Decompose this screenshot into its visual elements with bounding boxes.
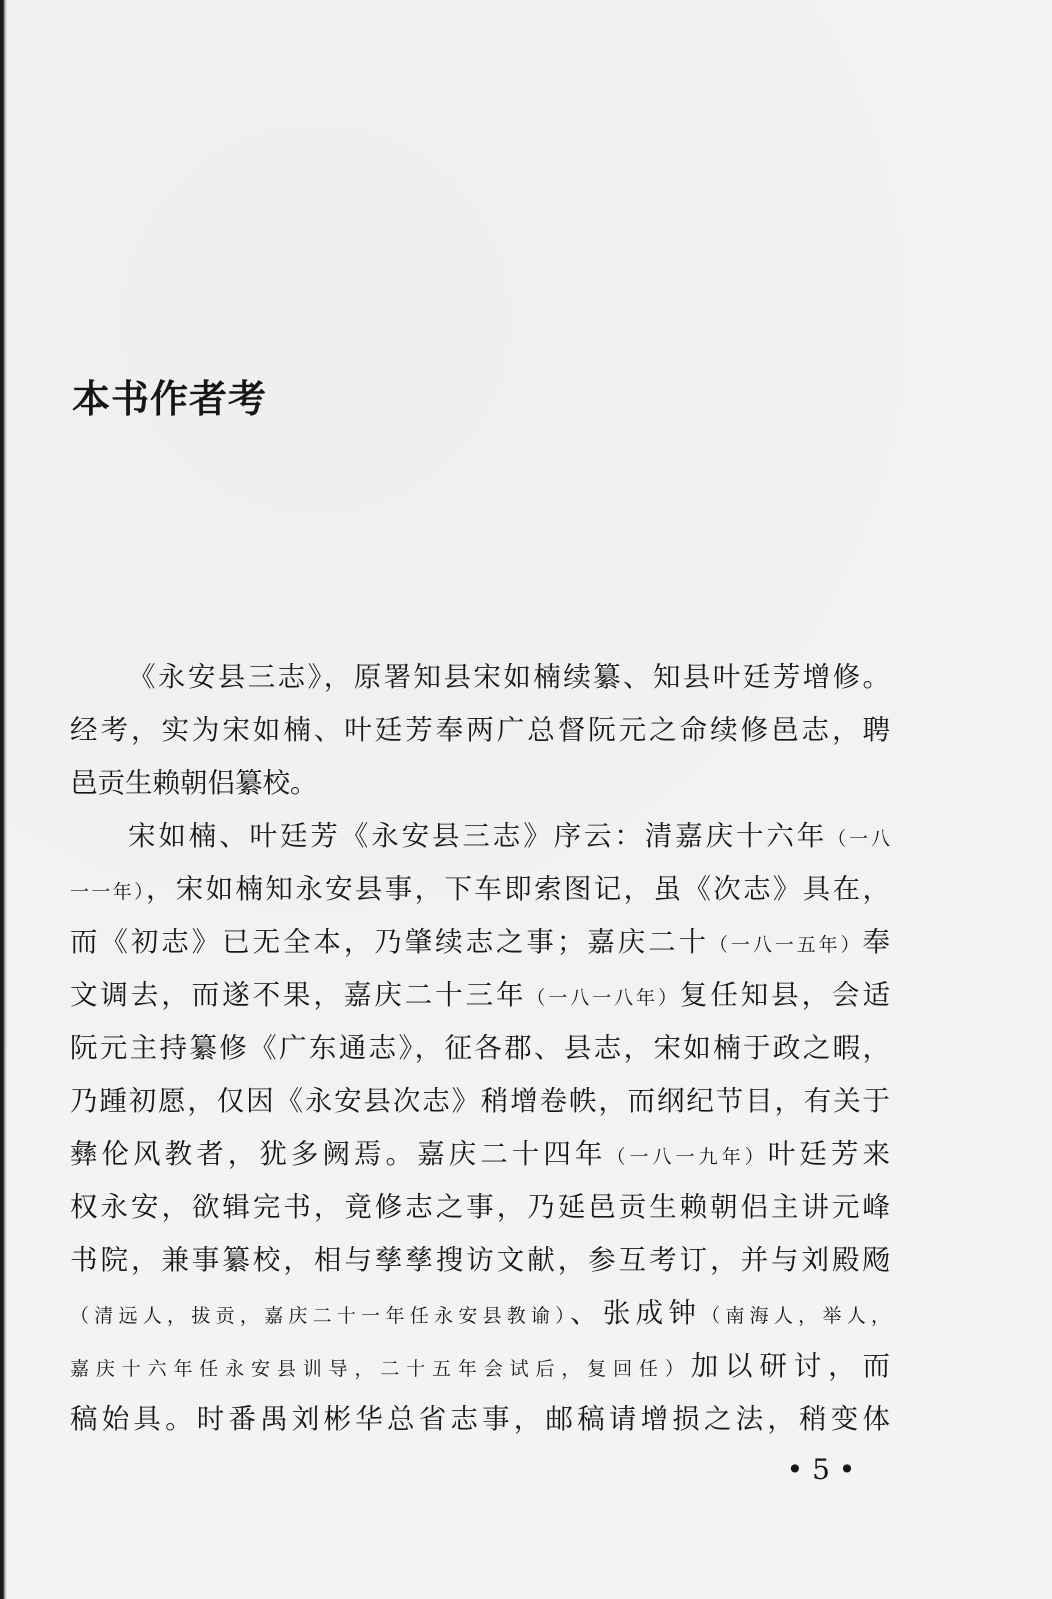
paragraph-1-line-3: 邑贡生赖朝侣纂校。 <box>70 767 318 799</box>
paragraph-2-line-4 <box>70 969 890 1022</box>
paragraph-2-line-11 <box>70 1340 890 1393</box>
text-run: 奉 <box>862 926 890 958</box>
text-run: 宋如楠、叶廷芳《永安县三志》序云：清嘉庆十六年 <box>128 820 828 852</box>
paragraph-2-line-12: 稿始具。时番禺刘彬华总省志事，邮稿请增损之法，稍变体 <box>70 1403 890 1435</box>
year-note: （一八一五年） <box>709 934 863 956</box>
paragraph-2-line-7 <box>70 1128 890 1181</box>
text-run: 叶廷芳来 <box>767 1138 890 1170</box>
paragraph-2-line-6: 乃踵初愿，仅因《永安县次志》稍增卷帙，而纲纪节目，有关于 <box>70 1085 890 1117</box>
paragraph-2-line-10 <box>70 1287 890 1340</box>
paragraph-2-line-9: 书院，兼事纂校，相与孳孳搜访文献，参互考订，并与刘殿飏 <box>70 1244 890 1276</box>
paragraph-1-line-2: 经考，实为宋如楠、叶廷芳奉两广总督阮元之命续修邑志，聘 <box>70 714 890 746</box>
paragraph-2-line-3 <box>70 916 890 969</box>
text-run: 而《初志》已无全本，乃肇续志之事；嘉庆二十 <box>70 926 709 958</box>
paragraph-2-line-1 <box>70 810 890 863</box>
body-text <box>70 651 890 1446</box>
year-note: 一一年） <box>70 881 146 903</box>
year-note: （一八一九年） <box>606 1146 768 1168</box>
text-run: 、张成钟 <box>570 1297 702 1329</box>
paragraph-2-line-5: 阮元主持纂修《广东通志》，征各郡、县志，宋如楠于政之暇， <box>70 1032 890 1064</box>
text-run: ，宋如楠知永安县事，下车即索图记，虽《次志》具在， <box>145 873 890 905</box>
text-run: 彝伦风教者，犹多阙焉。嘉庆二十四年 <box>70 1138 607 1170</box>
page-number: • 5 • <box>786 1453 856 1486</box>
annotation-note: （清远人，拔贡，嘉庆二十一年任永安县教谕） <box>70 1305 571 1327</box>
paragraph-2-line-2 <box>70 863 890 916</box>
paragraph-2-line-8: 权永安，欲辑完书，竟修志之事，乃延邑贡生赖朝侣主讲元峰 <box>70 1191 890 1223</box>
paragraph-1-line-1: 《永安县三志》，原署知县宋如楠续纂、知县叶廷芳增修。 <box>128 661 890 693</box>
annotation-note: 嘉庆十六年任永安县训导，二十五年会试后，复回任） <box>70 1358 691 1380</box>
chapter-title: 本书作者考 <box>72 377 268 421</box>
scan-edge-shadow <box>0 0 7 1599</box>
text-run: 文调去，而遂不果，嘉庆二十三年 <box>70 979 527 1011</box>
text-run: 复任知县，会适 <box>679 979 890 1011</box>
year-note: （一八 <box>827 828 890 850</box>
text-run: 加以研讨，而 <box>690 1350 890 1382</box>
year-note: （一八一八年） <box>526 987 680 1009</box>
annotation-note: （南海人，举人， <box>701 1305 890 1327</box>
